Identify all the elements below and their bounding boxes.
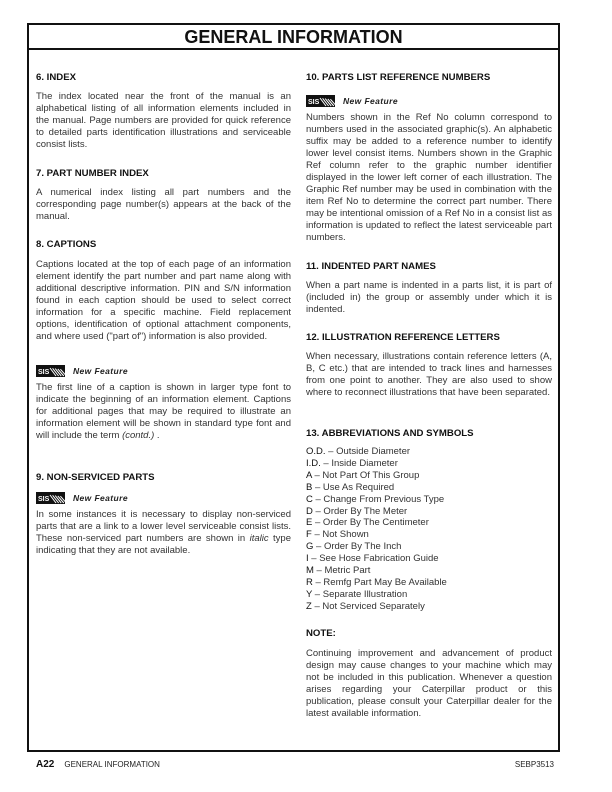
abbreviations-list [306, 446, 552, 613]
section-11-text: When a part name is indented in a parts list, it is part of (included in) the group or assembly under which it is indented. [306, 280, 552, 315]
new-feature-badge [36, 365, 291, 377]
abbreviation-code: O.D. [306, 446, 326, 457]
abbreviation-item [306, 529, 552, 541]
section-6-text: The index located near the front of the manual is an alphabetical listing of all information elements included in the manual. Page numbers are provided for quick reference to detailed parts identification illustrations and serviceable consist lists. [36, 91, 291, 150]
abbreviation-item [306, 458, 552, 470]
abbreviation-meaning: – Order By The Centimeter [312, 517, 429, 529]
section-6-heading: 6. INDEX [36, 72, 76, 83]
abbreviation-code: I [306, 553, 309, 565]
text: In some instances it is necessary to display non-serviced parts that are a link to a lower level serviceable consist lists. These non-serviced part numbers are shown in [36, 509, 291, 544]
abbreviation-item [306, 541, 552, 553]
abbreviation-code: C [306, 493, 313, 505]
abbreviation-meaning: – Separate Illustration [312, 588, 408, 600]
abbreviation-meaning: – Remfg Part May Be Available [312, 576, 447, 588]
new-feature-label: New Feature [343, 96, 398, 106]
abbreviation-code: I.D. [306, 457, 321, 469]
section-10-heading: 10. PARTS LIST REFERENCE NUMBERS [306, 72, 491, 83]
abbreviation-meaning: – Not Shown [311, 529, 369, 541]
section-7-text: A numerical index listing all part numbers and the corresponding page number(s) appears at the back of the manual. [36, 187, 291, 222]
abbreviation-item [306, 589, 552, 601]
page-number: A22 [36, 759, 55, 770]
abbreviation-item [306, 482, 552, 494]
italic-term: italic [249, 533, 269, 544]
abbreviation-item [306, 577, 552, 589]
abbreviation-meaning: – Outside Diameter [325, 446, 411, 457]
abbreviation-meaning: – Not Part Of This Group [311, 469, 420, 481]
abbreviation-code: A [306, 469, 312, 481]
new-feature-badge [36, 492, 291, 504]
abbreviation-meaning: – Not Serviced Separately [311, 600, 425, 612]
abbreviation-code: Z [306, 600, 312, 612]
new-feature-label: New Feature [73, 366, 128, 376]
abbreviation-meaning: – Metric Part [313, 565, 371, 577]
section-8-text: Captions located at the top of each page of an information element identify the part number and part name along with additional descriptive information. PIN and S/N information found in each caption should be used to select correct information for a specific machine. Field replacement options, identification of optional attachment components, and where used ("part of") information is also provided. [36, 259, 291, 342]
text: type indicating that they are not available. [36, 533, 291, 556]
section-7-heading: 7. PART NUMBER INDEX [36, 168, 149, 179]
abbreviation-code: G [306, 541, 314, 553]
section-9-text [36, 509, 291, 557]
footer-left [36, 759, 160, 770]
abbreviation-meaning: – Use As Required [312, 481, 395, 493]
abbreviation-item [306, 446, 552, 458]
page-title: GENERAL INFORMATION [29, 25, 558, 50]
abbreviation-item [306, 601, 552, 613]
abbreviation-code: M [306, 565, 314, 577]
svg-text:SIS: SIS [38, 369, 50, 376]
text: The first line of a caption is shown in larger type font to indicate the beginning of an information element. Captions for additional pages that may be required to illustrate an information element will be shown in standard type font and will include the term [36, 382, 291, 441]
section-9-heading: 9. NON-SERVICED PARTS [36, 472, 155, 483]
text: . [154, 430, 160, 441]
abbreviation-code: R [306, 576, 313, 588]
note-text: Continuing improvement and advancement of product design may cause changes to your machine which may not be included in this publication. Whenever a question arises regarding your Caterpillar product or this publication, please consult your Caterpillar dealer for the latest available information. [306, 648, 552, 719]
abbreviation-item [306, 553, 552, 565]
italic-term: (contd.) [122, 430, 155, 441]
new-feature-label: New Feature [73, 493, 128, 503]
section-13-heading: 13. ABBREVIATIONS AND SYMBOLS [306, 428, 474, 439]
new-feature-badge [306, 95, 552, 107]
note-heading: NOTE: [306, 628, 336, 639]
footer-section: GENERAL INFORMATION [64, 760, 160, 769]
abbreviation-code: E [306, 517, 313, 529]
abbreviation-item [306, 565, 552, 577]
abbreviation-item [306, 517, 552, 529]
svg-text:SIS: SIS [308, 99, 320, 106]
section-11-heading: 11. INDENTED PART NAMES [306, 261, 436, 272]
abbreviation-code: B [306, 481, 313, 493]
svg-text:SIS: SIS [38, 496, 50, 503]
sis-logo-icon [36, 492, 65, 504]
abbreviation-meaning: – See Hose Fabrication Guide [308, 553, 439, 565]
abbreviation-meaning: – Change From Previous Type [312, 493, 445, 505]
section-8-feature-text [36, 382, 291, 442]
abbreviation-code: D [306, 505, 313, 517]
doc-number: SEBP3513 [514, 760, 554, 769]
abbreviation-code: F [306, 529, 312, 541]
section-10-text: Numbers shown in the Ref No column correspond to numbers used in the associated graphic(s). An alphabetic suffix may be added to a reference number to identify lower level consist items. Numbers shown in the Graphic Ref column refer to the graphic number identifier displayed in the lower left corner of each illustration. The Graphic Ref number may be used in combination with the item Ref No to determine the correct part number. There may be intentional omission of a Ref No in a consist list as information is updated to reflect the latest serviceable part numbers. [306, 112, 552, 243]
abbreviation-item [306, 494, 552, 506]
abbreviation-item [306, 506, 552, 518]
section-12-text: When necessary, illustrations contain reference letters (A, B, C etc.) that are intended to track lines and harnesses from one point to another. They are also used to show where to reconnect illustrations that have been separated. [306, 351, 552, 398]
abbreviation-item [306, 470, 552, 482]
sis-logo-icon [306, 95, 335, 107]
section-12-heading: 12. ILLUSTRATION REFERENCE LETTERS [306, 332, 500, 343]
abbreviation-meaning: – Order By The Meter [312, 505, 408, 517]
abbreviation-code: Y [306, 588, 313, 600]
abbreviation-meaning: – Inside Diameter [320, 457, 398, 469]
section-8-heading: 8. CAPTIONS [36, 239, 97, 250]
sis-logo-icon [36, 365, 65, 377]
abbreviation-meaning: – Order By The Inch [313, 541, 402, 553]
